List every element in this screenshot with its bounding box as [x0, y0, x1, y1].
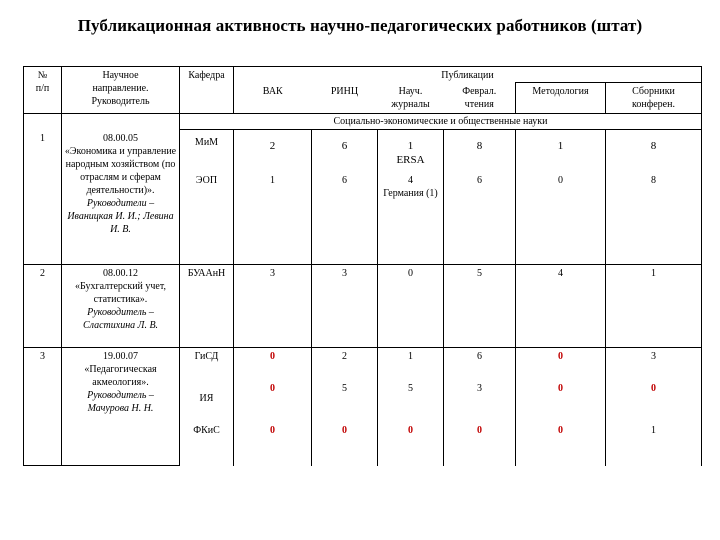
header-methodology: Методология	[516, 83, 606, 114]
methodology-value: 1	[516, 130, 606, 172]
header-vak: ВАК	[234, 83, 312, 114]
header-publications: Публикации	[234, 67, 702, 83]
journals-value: 0	[378, 422, 444, 466]
readings-value: 6	[444, 172, 516, 265]
direction-cell: 08.00.05 «Экономика и управление народным хозяйством (по отраслям и сферам деятельности)». Руководители – Иваницкая И. И.; Левина И. В.	[62, 130, 180, 265]
journals-value: 4 Германия (1)	[378, 172, 444, 265]
readings-value: 6	[444, 347, 516, 380]
table-row	[24, 130, 702, 172]
rinc-value: 6	[312, 130, 378, 172]
dept-cell: МиМ	[180, 130, 234, 172]
vak-value: 0	[234, 380, 312, 422]
rinc-value: 5	[312, 380, 378, 422]
page-title: Публикационная активность научно-педагогических работников (штат)	[77, 16, 643, 35]
publications-table	[23, 66, 702, 466]
readings-value: 8	[444, 130, 516, 172]
header-readings: Феврал. чтения	[444, 83, 516, 114]
journals-value: 5	[378, 380, 444, 422]
header-rinc: РИНЦ	[312, 83, 378, 114]
methodology-value: 0	[516, 380, 606, 422]
rinc-value: 0	[312, 422, 378, 466]
collections-value: 0	[606, 380, 702, 422]
vak-value: 1	[234, 172, 312, 265]
dept-cell: БУААнН	[180, 264, 234, 347]
section-title: Социально-экономические и общественные науки	[180, 114, 702, 130]
rinc-value: 3	[312, 264, 378, 347]
direction-cell: 08.00.12 «Бухгалтерский учет, статистика». Руководитель – Сластихина Л. В.	[62, 264, 180, 347]
vak-value: 0	[234, 347, 312, 380]
dept-cell: ГиСД	[180, 347, 234, 380]
collections-value: 8	[606, 172, 702, 265]
journals-value: 1 ERSA	[378, 130, 444, 172]
rinc-value: 2	[312, 347, 378, 380]
header-direction: Научное направление. Руководитель	[62, 67, 180, 114]
collections-value: 3	[606, 347, 702, 380]
table-row	[24, 264, 702, 347]
header-collections: Сборники конферен.	[606, 83, 702, 114]
header-num: № п/п	[24, 67, 62, 114]
dept-cell: ИЯ	[180, 380, 234, 422]
row-num: 2	[24, 264, 62, 347]
header-row-1	[24, 67, 702, 83]
methodology-value: 0	[516, 422, 606, 466]
row-num: 1	[24, 130, 62, 265]
section-row	[24, 114, 702, 130]
direction-cell: 19.00.07 «Педагогическая акмеология». Руководитель – Мачурова Н. Н.	[62, 347, 180, 466]
vak-value: 0	[234, 422, 312, 466]
methodology-value: 4	[516, 264, 606, 347]
journals-value: 0	[378, 264, 444, 347]
vak-value: 3	[234, 264, 312, 347]
readings-value: 0	[444, 422, 516, 466]
rinc-value: 6	[312, 172, 378, 265]
collections-value: 1	[606, 422, 702, 466]
collections-value: 8	[606, 130, 702, 172]
header-department: Кафедра	[180, 67, 234, 114]
collections-value: 1	[606, 264, 702, 347]
dept-cell: ФКиС	[180, 422, 234, 466]
journals-value: 1	[378, 347, 444, 380]
methodology-value: 0	[516, 172, 606, 265]
dept-cell: ЭОП	[180, 172, 234, 265]
readings-value: 5	[444, 264, 516, 347]
table-row	[24, 347, 702, 380]
vak-value: 2	[234, 130, 312, 172]
methodology-value: 0	[516, 347, 606, 380]
header-journals: Науч. журналы	[378, 83, 444, 114]
readings-value: 3	[444, 380, 516, 422]
row-num: 3	[24, 347, 62, 466]
